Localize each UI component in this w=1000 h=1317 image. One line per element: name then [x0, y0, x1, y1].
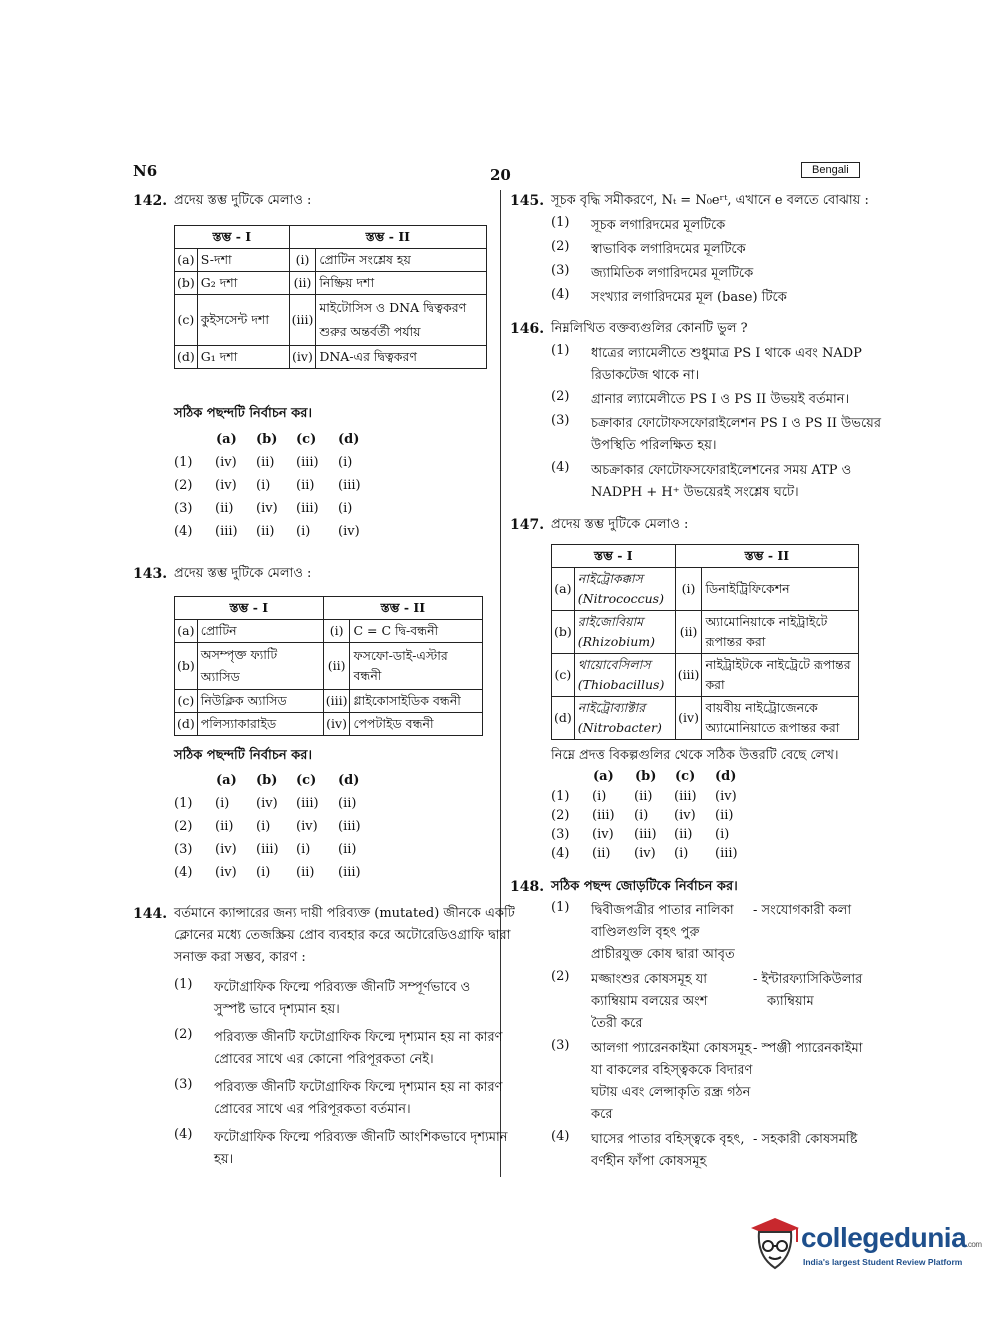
- option-row[interactable]: (1) (iv) (ii) (iii) (i): [174, 455, 353, 470]
- option-number: (2): [551, 239, 570, 254]
- option-number: (4): [174, 1127, 193, 1142]
- row-label: (i): [289, 249, 316, 272]
- table-cell: অ্যামোনিয়াকে নাইট্রাইটে রূপান্তর করা: [702, 611, 859, 654]
- table-cell: বায়বীয় নাইট্রোজেনকে অ্যামোনিয়াতে রূপান্তর করা: [702, 697, 859, 740]
- option-number: (4): [551, 287, 570, 302]
- column-header: স্তম্ভ - I: [175, 226, 290, 249]
- option-text[interactable]: অচক্রাকার ফোটোফসফোরাইলেশনের সময় ATP ও NADPH + H⁺ উভয়েরই সংশ্লেষ ঘটে।: [591, 463, 852, 500]
- question-prompt: সূচক বৃদ্ধি সমীকরণে, Nₜ = N₀eʳᵗ, এখানে e বলতে বোঝায় :: [551, 193, 869, 208]
- question-number: 147.: [510, 517, 545, 533]
- table-cell: ডিনাইট্রিফিকেশন: [702, 568, 859, 611]
- table-cell: C = C দ্বি-বন্ধনী: [350, 620, 483, 643]
- option-row[interactable]: (3) (iv) (iii) (ii) (i): [551, 827, 730, 842]
- option-number: (2): [174, 1027, 193, 1042]
- paper-code: N6: [133, 162, 158, 180]
- option-number: (3): [551, 413, 570, 428]
- option-text[interactable]: জ্যামিতিক লগারিদমের মূলটিকে: [591, 266, 754, 281]
- option-text[interactable]: সূচক লগারিদমের মূলটিকে: [591, 218, 726, 233]
- column-header: স্তম্ভ - I: [552, 545, 676, 568]
- brand-tagline: India's largest Student Review Platform: [803, 1257, 963, 1267]
- question-number: 145.: [510, 193, 545, 209]
- grid-head: (d): [338, 432, 360, 447]
- option-number: (1): [551, 900, 570, 915]
- option-text[interactable]: মজ্জাংশুর কোষসমূহ যা ক্যাম্বিয়াম বলয়ের অংশ তৈরী করে: [591, 972, 708, 1031]
- table-cell: নিষ্ক্রিয় দশা: [316, 272, 487, 295]
- grid-head: (b): [256, 432, 278, 447]
- option-match: - স্পঞ্জী প্যারেনকাইমা: [753, 1041, 863, 1056]
- table-cell: প্রোটিন সংশ্লেষ হয়: [316, 249, 487, 272]
- question-prompt: নিম্নলিখিত বক্তব্যগুলির কোনটি ভুল ?: [551, 321, 748, 336]
- grid-head: (c): [296, 432, 317, 447]
- table-cell: থায়োবেসিলাস (Thiobacillus): [574, 654, 675, 697]
- grid-head: (c): [675, 769, 696, 784]
- row-label: (i): [675, 568, 702, 611]
- option-row[interactable]: (4) (iv) (i) (ii) (iii): [174, 865, 361, 880]
- grid-head: (d): [338, 773, 360, 788]
- row-label: (iii): [323, 690, 350, 713]
- table-cell: গ্লাইকোসাইডিক বন্ধনী: [350, 690, 483, 713]
- option-text[interactable]: পরিব্যক্ত জীনটি ফটোগ্রাফিক ফিল্মে দৃশ্যমান হয় না কারণ প্রোবের সাথে এর পরিপূরকতা বর্তমান।: [214, 1080, 503, 1117]
- option-text[interactable]: চক্রাকার ফোটোফসফোরাইলেশন PS I ও PS II উভয়ের উপস্থিতি পরিলক্ষিত হয়।: [591, 416, 881, 453]
- instruction: সঠিক পছন্দটি নির্বাচন কর।: [174, 406, 313, 421]
- option-row[interactable]: (1) (i) (ii) (iii) (iv): [551, 789, 737, 804]
- option-row[interactable]: (1) (i) (iv) (iii) (ii): [174, 796, 357, 811]
- grid-head: (b): [635, 769, 657, 784]
- instruction: সঠিক পছন্দটি নির্বাচন কর।: [174, 748, 313, 763]
- option-row[interactable]: (2) (iv) (i) (ii) (iii): [174, 478, 361, 493]
- option-number: (1): [551, 215, 570, 230]
- question-number: 143.: [133, 566, 168, 582]
- row-label: (iv): [675, 697, 702, 740]
- question-prompt: বর্তমানে ক্যান্সারের জন্য দায়ী পরিব্যক্ত (mutated) জীনকে একটি ক্লোনের মধ্যে তেজস্ক্রিয় প্রোব ব্যবহার করে অটোরেডিওগ্রাফি দ্বারা সনাক্ত করা সম্ভব, কারণ :: [174, 906, 515, 965]
- table-cell: অসম্পৃক্ত ফ্যাটি অ্যাসিড: [197, 643, 323, 690]
- option-row[interactable]: (2) (ii) (i) (iv) (iii): [174, 819, 361, 834]
- option-text[interactable]: পরিব্যক্ত জীনটি ফটোগ্রাফিক ফিল্মে দৃশ্যমান হয় না কারণ প্রোবের সাথে এর কোনো পরিপূরকতা নেই।: [214, 1030, 503, 1067]
- option-number: (1): [174, 977, 193, 992]
- column-header: স্তম্ভ - I: [175, 597, 324, 620]
- row-label: (c): [552, 654, 575, 697]
- match-table-142: [174, 225, 487, 369]
- row-label: (c): [175, 295, 198, 346]
- row-label: (b): [552, 611, 575, 654]
- answer-grid-142: [174, 432, 374, 547]
- option-row[interactable]: (3) (iv) (iii) (i) (ii): [174, 842, 357, 857]
- row-label: (i): [323, 620, 350, 643]
- collegedunia-logo: [745, 1210, 982, 1280]
- table-cell: কুইসসেন্ট দশা: [197, 295, 289, 346]
- question-number: 144.: [133, 906, 168, 922]
- table-cell: নাইট্রোব্যাক্টার (Nitrobacter): [574, 697, 675, 740]
- grid-head: (a): [216, 432, 237, 447]
- page-number: 20: [490, 166, 511, 184]
- option-text[interactable]: ফটোগ্রাফিক ফিল্মে পরিব্যক্ত জীনটি আংশিকভাবে দৃশ্যমান হয়।: [214, 1130, 508, 1167]
- table-cell: মাইটোসিস ও DNA দ্বিত্বকরণ শুরুর অন্তর্বর্তী পর্যায়: [316, 295, 487, 346]
- option-match: - ইন্টারফ্যাসিকিউলার ক্যাম্বিয়াম: [753, 972, 863, 1009]
- grid-head: (a): [593, 769, 614, 784]
- option-row[interactable]: (2) (iii) (i) (iv) (ii): [551, 808, 734, 823]
- option-text[interactable]: দ্বিবীজপত্রীর পাতার নালিকা বাণ্ডিলগুলি বৃহৎ পুরু প্রাচীরযুক্ত কোষ দ্বারা আবৃত: [591, 903, 735, 962]
- option-number: (1): [551, 343, 570, 358]
- mascot-icon: [745, 1210, 801, 1276]
- row-label: (b): [175, 643, 198, 690]
- grid-head: (a): [216, 773, 237, 788]
- question-number: 148.: [510, 879, 545, 895]
- table-cell: প্রোটিন: [197, 620, 323, 643]
- grid-head: (d): [715, 769, 737, 784]
- question-prompt: সঠিক পছন্দ জোড়টিকে নির্বাচন কর।: [551, 879, 738, 894]
- row-label: (d): [175, 713, 198, 736]
- option-number: (2): [551, 969, 570, 984]
- match-table-143: [174, 596, 483, 736]
- option-text[interactable]: স্বাভাবিক লগারিদমের মূলটিকে: [591, 242, 746, 257]
- table-cell: S-দশা: [197, 249, 289, 272]
- option-number: (4): [551, 1129, 570, 1144]
- option-row[interactable]: (3) (ii) (iv) (iii) (i): [174, 501, 353, 516]
- row-label: (ii): [323, 643, 350, 690]
- row-label: (a): [175, 620, 198, 643]
- grid-head: (c): [296, 773, 317, 788]
- option-row[interactable]: (4) (iii) (ii) (i) (iv): [174, 524, 360, 539]
- table-cell: রাইজোবিয়াম (Rhizobium): [574, 611, 675, 654]
- option-number: (3): [551, 1038, 570, 1053]
- row-label: (c): [175, 690, 198, 713]
- brand-name: collegedunia.com: [801, 1222, 982, 1253]
- row-label: (d): [552, 697, 575, 740]
- row-label: (ii): [289, 272, 316, 295]
- option-text[interactable]: ধাত্রের ল্যামেলীতে শুধুমাত্র PS I থাকে এবং NADP রিডাকটেজ থাকে না।: [591, 346, 862, 383]
- option-match: - সহকারী কোষসমষ্টি: [753, 1132, 858, 1147]
- option-match: - সংযোগকারী কলা: [753, 903, 852, 918]
- grid-head: (b): [256, 773, 278, 788]
- question-prompt: প্রদেয় স্তম্ভ দুটিকে মেলাও :: [174, 193, 312, 208]
- row-label: (a): [175, 249, 198, 272]
- table-cell: নাইট্রোকক্কাস (Nitrococcus): [574, 568, 675, 611]
- option-text[interactable]: ফটোগ্রাফিক ফিল্মে পরিব্যক্ত জীনটি সম্পূর্ণভাবে ও সুস্পষ্ট ভাবে দৃশ্যমান হয়।: [214, 980, 471, 1017]
- option-number: (3): [551, 263, 570, 278]
- table-cell: নিউক্লিক অ্যাসিড: [197, 690, 323, 713]
- option-number: (2): [551, 389, 570, 404]
- answer-grid-147: [551, 769, 751, 865]
- option-row[interactable]: (4) (ii) (iv) (i) (iii): [551, 846, 738, 861]
- row-label: (iv): [289, 346, 316, 369]
- option-number: (4): [551, 460, 570, 475]
- table-cell: G₁ দশা: [197, 346, 289, 369]
- formula: Nₜ = N₀eʳᵗ: [661, 193, 728, 208]
- table-cell: পলিস্যাকারাইড: [197, 713, 323, 736]
- row-label: (b): [175, 272, 198, 295]
- column-header: স্তম্ভ - II: [289, 226, 486, 249]
- table-cell: নাইট্রাইটকে নাইট্রেটে রূপান্তর করা: [702, 654, 859, 697]
- table-cell: DNA-এর দ্বিত্বকরণ: [316, 346, 487, 369]
- option-text[interactable]: সংখ্যার লগারিদমের মূল (base) টিকে: [591, 290, 787, 305]
- column-header: স্তম্ভ - II: [675, 545, 858, 568]
- row-label: (iv): [323, 713, 350, 736]
- answer-grid-143: [174, 773, 374, 888]
- question-prompt: প্রদেয় স্তম্ভ দুটিকে মেলাও :: [174, 566, 312, 581]
- column-header: স্তম্ভ - II: [323, 597, 482, 620]
- option-number: (3): [174, 1077, 193, 1092]
- table-cell: G₂ দশা: [197, 272, 289, 295]
- question-number: 142.: [133, 193, 168, 209]
- question-prompt: প্রদেয় স্তম্ভ দুটিকে মেলাও :: [551, 517, 689, 532]
- row-label: (a): [552, 568, 575, 611]
- option-text[interactable]: গ্রানার ল্যামেলীতে PS I ও PS II উভয়ই বর্তমান।: [591, 392, 850, 407]
- row-label: (iii): [675, 654, 702, 697]
- question-number: 146.: [510, 321, 545, 337]
- row-label: (d): [175, 346, 198, 369]
- match-table-147: [551, 544, 859, 740]
- table-cell: পেপটাইড বন্ধনী: [350, 713, 483, 736]
- row-label: (ii): [675, 611, 702, 654]
- row-label: (iii): [289, 295, 316, 346]
- option-text[interactable]: আলগা প্যারেনকাইমা কোষসমূহ যা বাকলের বহিস্ত্বককে বিদারণ ঘটায় এবং লেন্সাকৃতি রন্ধ্র গঠন করে: [591, 1041, 753, 1122]
- option-text[interactable]: ঘাসের পাতার বহিস্ত্বকে বৃহৎ, বর্ণহীন ফাঁপা কোষসমূহ: [591, 1132, 745, 1169]
- instruction: নিম্নে প্রদত্ত বিকল্পগুলির থেকে সঠিক উত্তরটি বেছে লেখ।: [551, 748, 839, 763]
- table-cell: ফসফো-ডাই-এস্টার বন্ধনী: [350, 643, 483, 690]
- language-badge: Bengali: [801, 162, 860, 178]
